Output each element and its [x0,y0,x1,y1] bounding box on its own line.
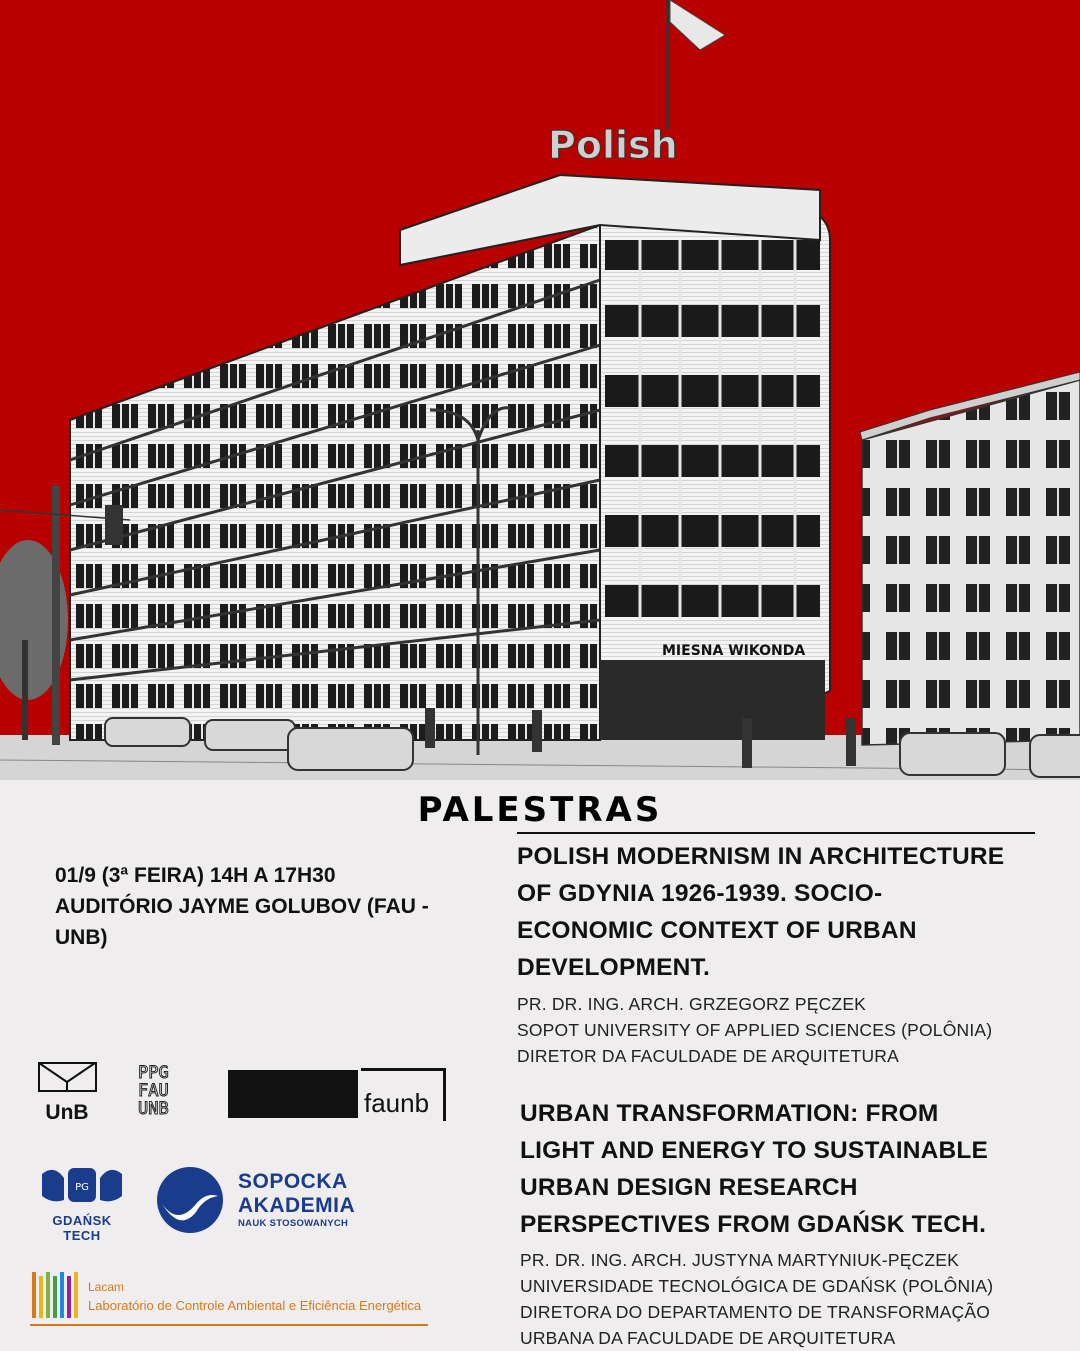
talk-1-speaker [517,991,1057,1069]
ppg-line: FAU [138,1081,169,1101]
svg-text:PG: PG [75,1182,89,1193]
heading-rule [517,832,1035,834]
ppg-fau-unb-logo [138,1064,198,1118]
sopocka-emblem-icon [156,1166,224,1234]
unb-logo [38,1062,98,1122]
talk-2-speaker-role-cont: URBANA DA FACULDADE DE ARQUITETURA [520,1328,896,1348]
gdansk-crest-icon [34,1164,130,1208]
faunb-logo [228,1068,448,1120]
talk-1-title-line: OF GDYNIA 1926-1939. SOCIO- [517,880,883,907]
sopocka-logo [156,1166,386,1236]
lacam-logo [30,1270,430,1330]
lacam-emblem-icon [30,1270,82,1322]
unb-label: UnB [45,1101,89,1124]
talk-2-title-line: LIGHT AND ENERGY TO SUSTAINABLE [520,1137,989,1164]
main-building [70,0,830,740]
talk-1-title-line: POLISH MODERNISM IN ARCHITECTURE [517,843,1005,870]
event-date: 01/9 (3ª FEIRA) 14H A 17H30 [55,864,336,887]
sopocka-line3: NAUK STOSOWANYCH [238,1218,349,1229]
faunb-label: faunb [364,1088,430,1118]
talk-2-speaker-name: PR. DR. ING. ARCH. JUSTYNA MARTYNIUK-PĘCZEK [520,1250,960,1270]
talk-1-speaker-role: DIRETOR DA FACULDADE DE ARQUITETURA [517,1046,900,1066]
rooftop-sign: Polish [548,123,678,167]
faunb-block [228,1070,358,1118]
talk-1-title [517,838,1057,986]
talk-2-speaker-affiliation: UNIVERSIDADE TECNOLÓGICA DE GDAŃSK (POLÔNIA) [520,1276,994,1296]
side-building [860,372,1080,745]
ppg-line: PPG [138,1063,169,1083]
event-venue-line1: AUDITÓRIO JAYME GOLUBOV (FAU - [55,895,429,918]
talk-2-speaker [520,1247,1060,1351]
lacam-underline [30,1324,428,1326]
talk-2-speaker-role: DIRETORA DO DEPARTAMENTO DE TRANSFORMAÇÃO [520,1302,991,1322]
event-venue-line2: UNB) [55,926,108,949]
lacam-full-name: Laboratório de Controle Ambiental e Eficiência Energética [88,1298,422,1313]
event-info [55,860,475,953]
talk-1-speaker-name: PR. DR. ING. ARCH. GRZEGORZ PĘCZEK [517,994,867,1014]
talk-2 [520,1095,1060,1351]
talk-1-title-line: DEVELOPMENT. [517,954,710,981]
unb-emblem-icon [38,1062,98,1094]
talk-1-title-line: ECONOMIC CONTEXT OF URBAN [517,917,917,944]
talk-2-title-line: URBAN DESIGN RESEARCH [520,1174,858,1201]
sopocka-line2: AKADEMIA [238,1194,356,1217]
ppg-line: UNB [138,1099,169,1119]
sopocka-line1: SOPOCKA [238,1170,348,1193]
gdansk-tech-logo [34,1164,134,1243]
talk-2-title-line: URBAN TRANSFORMATION: FROM [520,1100,939,1127]
section-heading: PALESTRAS [417,790,663,830]
talk-2-title [520,1095,1060,1243]
shop-sign: MIESNA WIKONDA [662,643,806,659]
sopocka-text [238,1170,355,1229]
talk-1-speaker-affiliation: SOPOT UNIVERSITY OF APPLIED SCIENCES (POLÔNIA) [517,1020,993,1040]
talk-1 [517,838,1057,1069]
lacam-name: Lacam [88,1280,125,1294]
talk-2-title-line: PERSPECTIVES FROM GDAŃSK TECH. [520,1211,987,1238]
gdansk-label: GDAŃSK TECH [52,1213,112,1243]
